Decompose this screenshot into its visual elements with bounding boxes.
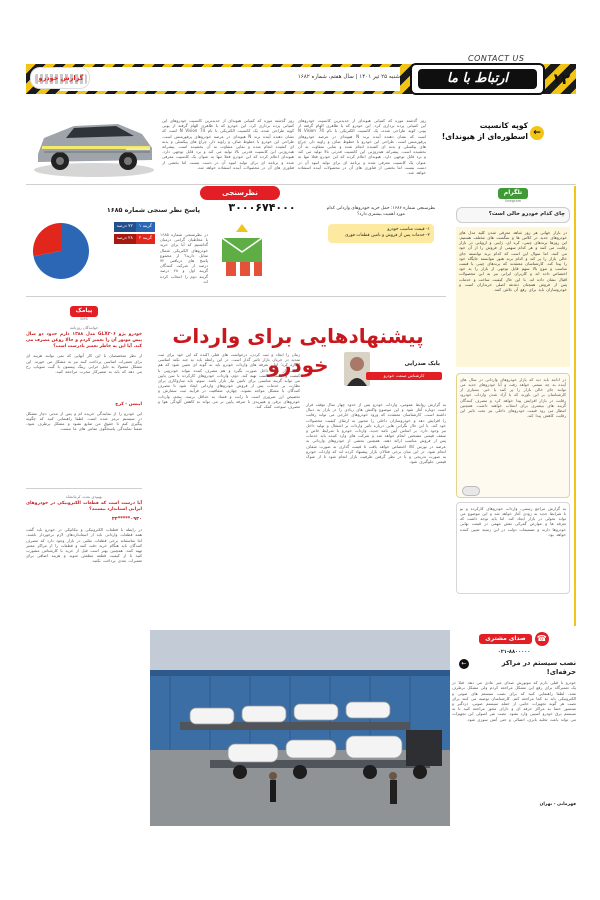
tip-question: چای کدام خودرو خالی است؟ <box>488 210 565 217</box>
tip-label: تلگرام <box>498 188 528 199</box>
poll-option-1: ۱- قیمت مناسب خودرو <box>387 227 430 232</box>
sms-phone: ۰۹۳۰*****۳۴ <box>111 517 142 523</box>
sms-body-2: این خودرو را از نمایندگی خریده ام و پس از مدتی دچار مشکل در سیستم ترمز شده است. لطفا راهنمایی کنید که چگونه پیگیری کنم تا حقوق من ضایع نشود و مشکل برطرف شود. ضمنا نمایندگی پاسخگوی تماس های ما نیست. <box>26 410 142 432</box>
poll-banner-label: نظرسنجی <box>222 189 258 197</box>
header-contact-us: CONTACT US <box>468 54 525 63</box>
header-logo <box>30 67 90 89</box>
poll-result-2-label: گزینه ۲ <box>136 234 155 244</box>
main-body-left: زمان را ایجاد و ثبت کردن، درخواست های قبلی اکنده که این خود برای ثبت تمدید در جریان بازار تاثیر گذار است. در این رابطه باید به چند نکته اساسی اشاره کرد: اول، تعرفه های واردات خودرو باید به گونه ای تعیین شود که هم حمایت از تولید داخل صورت بگیرد و هم مصرف کننده بتواند خودرویی با کیفیت و قیمت مناسب تهیه کند. دوم، واردات خودروهای کارکرده با سن پایین می تواند گزینه مناسبی برای تامین نیاز بازار باشد. سوم، باید سازوکاری برای نظارت بر خدمات پس از فروش خودروهای وارداتی ایجاد شود تا مصرف کنندگان با مشکل مواجه نشوند. چهارم، شفافیت در فرآیند ثبت سفارش و تخصیص ارز ضروری است تا رانت و فساد به حداقل برسد. پنجم، واردات خودروهای برقی و هیبریدی با تعرفه پایین تر می تواند به کاهش آلودگی هوا و مصرف سوخت کمک کند. <box>158 352 300 410</box>
poll-result-2 <box>95 234 155 244</box>
sms-sender-1: خوانندگان روزنامه <box>69 324 99 330</box>
hotline-phone: ۰۲۱-۸۸۰۰۰۰۰ <box>497 649 531 655</box>
sms-head-1: خودرو پژو GLX۲۰۶ مدل ۱۳۸۸ دارم حدود دو سال پیش موتور آن را تعمیر کردم و حالا روغن مصرف می کند. آیا این به خاطر تعمیر نادرست است؟ <box>26 332 143 350</box>
poll-title: پاسخ نظر سنجی شماره ۱۶۸۵ <box>106 206 200 214</box>
hotline-body: خودرو با قبلی دارم که موتورش صدای غیر عادی می دهد. قبلا در یک تعمیرگاه برای رفع این مشکل مراجعه کردم ولی مشکل برطرف نشد. لطفا راهنمایی کنید که برای نصب سیستم های صوتی و الکترونیکی باید به کجا مراجعه کنم. کارشناسان توصیه می کنند برای نصب هر گونه تجهیزات جانبی از جمله سیستم صوتی، دزدگیر و سنسور حتما به مراکز حرفه ای و دارای مجوز مراجعه کنید تا به سیستم برق خودرو آسیبی وارد نشود. نصب غیر اصولی این تجهیزات می تواند باعث تخلیه باتری، اتصالی و حتی آتش سوزی شود. <box>452 680 576 722</box>
tip-body-2: در ادامه باید دید که بازار خودروهای وارداتی در سال های آینده به چه سمتی خواهد رفت و آیا خودروهای جدید می توانند جای خالی بازار را پر کنند یا خیر. بسیاری از کارشناسان بر این باورند که با آزاد شدن واردات خودرو، رقابت در بازار افزایش پیدا خواهد کرد و مصرف کنندگان گزینه های بیشتری برای انتخاب خواهند داشت. همچنین انتظار می رود قیمت خودروهای داخلی نیز تحت تاثیر این رقابت کاهش پیدا کند. <box>456 373 570 498</box>
poll-result-1-label: گزینه ۱ <box>136 222 155 232</box>
sms-head-3: آیا درست است که قطعات الکترونیکی در خودروهای ایرانی استاندارد نیستند؟ <box>26 501 142 513</box>
sms-label: پیامک <box>70 306 99 317</box>
poll-pie-chart <box>30 220 92 282</box>
poll-sms-number: ۳۰۰۰۶۷۴۰۰۰ <box>228 201 296 214</box>
poll-result-1-value: ۷۲ درصد <box>114 222 136 232</box>
poll-option-2: ۲- خدمات پس از فروش و تامین قطعات فوری <box>344 233 430 239</box>
hotline-signoff: فهرمانی - تهران <box>539 802 576 808</box>
sms-divider <box>26 488 142 489</box>
top-story-body-left: روز گذشته موزه که کمپانی هیوندای از جدیدترین کانسپت خودروهای این کمپانی پرده برداری کرد. این خودرو که با ظاهری الهام گرفته از پونی کوپه طراحی شده، یک کانسپت الکتریکی با نام N Vision 74 است که نشان دهنده آینده برند N هیوندای در عرصه خودروهای پرفورمنس است. طراحی این خودرو با خطوط صاف و زاویه دار، چراغ های پیکسلی و بدنه ای کشیده انجام شده و نمایی متفاوت به آن بخشیده است. پیشرانه هیدروژنی این کانسپت قدرتی بالا تولید می کند و برد قابل توجهی دارد. هیوندای اعلام کرده که این خودرو فعلا تنها به عنوان یک کانسپت معرفی شده و برنامه ای برای تولید انبوه آن در دست نیست اما بخشی از فناوری های آن در محصولات آینده استفاده خواهد شد. <box>162 118 295 170</box>
phone-icon: ☎ <box>535 632 549 646</box>
poll-options <box>328 224 434 243</box>
poll-result-1 <box>95 222 155 232</box>
top-story-arrow-icon: ← <box>530 126 544 140</box>
hotline-label: صدای مشتری <box>479 634 531 645</box>
tip-column <box>452 186 576 626</box>
hotline-box <box>452 630 576 830</box>
sms-sender-3: بهبودی بحث، کرمانشاه <box>65 493 103 499</box>
top-story-car-image <box>30 104 158 180</box>
author-name: بابک صدرایی <box>404 361 440 367</box>
header-logo-text: گزارش خودرو <box>38 74 84 82</box>
poll-question-text: نظرسنجی شماره ۱۶۸۶: حمل خرید خودروهای وارداتی کدام مورد اهمیت بیشتری دارد؟ <box>326 206 436 217</box>
hotline-header <box>452 632 576 646</box>
poll-pie-slice-2 <box>33 223 61 256</box>
top-divider <box>26 184 576 185</box>
top-story-body-right: روز گذشته موزه که کمپانی هیوندای از جدیدترین کانسپت خودروهای این کمپانی پرده برداری کرد. این خودرو که با ظاهری الهام گرفته از پونی کوپه طراحی شده، یک کانسپت الکتریکی با نام N Vision 74 است که نشان دهنده آینده برند N هیوندای در عرصه خودروهای پرفورمنس است. طراحی این خودرو با خطوط صاف و زاویه دار، چراغ های پیکسلی و بدنه ای کشیده انجام شده و نمایی متفاوت به آن بخشیده است. پیشرانه هیدروژنی این کانسپت قدرتی بالا تولید می کند و برد قابل توجهی دارد. هیوندای اعلام کرده که این خودرو فعلا تنها به عنوان یک کانسپت معرفی شده و برنامه ای برای تولید انبوه آن در دست نیست اما بخشی از فناوری های آن در محصولات آینده استفاده خواهد شد. <box>298 118 427 176</box>
poll-result-2-value: ۲۸ درصد <box>114 234 136 244</box>
tip-question-box <box>456 207 570 223</box>
poll-divider <box>26 296 446 297</box>
sms-body-3: در رابطه با قطعات الکترونیکی و مکانیکی در خودرو باید گفت همه قطعات وارداتی باید از استانداردهای لازم برخوردار باشند. اما متاسفانه برخی قطعات تقلبی در بازار وجود دارد که مصرف کنندگان باید هنگام خرید دقت کنند و قطعات را از مراکز معتبر تهیه کنند. همچنین بهتر است قبل از خرید با کارشناس مشورت کنید تا از کیفیت قطعه مطمئن شوید و هزینه اضافی برای تعمیرات بعدی پرداخت نکنید. <box>26 527 142 564</box>
main-headline: پیشنهادهایی برای واردات خودرو <box>172 324 424 377</box>
author-title: کارشناس صنعت خودرو <box>366 372 442 380</box>
poll-envelope-icon <box>212 218 272 278</box>
poll-question-box <box>316 204 446 264</box>
sms-sublabel: SMS <box>80 316 88 321</box>
poll-results-legend <box>95 222 155 244</box>
tip-body-1: در بازار جهانی هر روز شاهد معرفی شدن کلیه مدل های خودروهای جدید در کلاس ها و سگمنت های مختلف هستیم. این روزها برندهای چینی، کره ای، ژاپنی و اروپایی در بازار رقابت می کنند و هر کدام سهمی از فروش را از آن خود می کنند. اما سوال این است که کدام برند توانسته جای خالی بازار را پر کند و کدام برند هنوز نتوانسته جایگاه خود را پیدا کند. کارشناسان معتقدند که برندهای چینی با قیمت مناسب و تنوع بالا سهم قابل توجهی از بازار را به خود اختصاص داده اند و کاربران ایرانی نیز به این محصولات اقبال نشان داده اند. با این حال کیفیت ساخت و خدمات پس از فروش همچنان دغدغه اصلی خریداران است و خودروسازان باید برای رفع آن تلاش کنند. <box>456 227 570 367</box>
top-story-headline: کوپه کانسپت اسطوره‌ای از هیوندای! <box>441 121 528 141</box>
sms-body-1: از نظر متخصصان با این کار آنهایی که نمی توانند هزینه ای برای تعمیرات اساسی پرداخت کنند نیز به مشکل می خورند. این مشکل معمولا به دلیل خرابی رینگ پیستون یا گیت سوپاپ رخ می دهد که باید به تعمیرکار مجرب مراجعه کنید. <box>26 353 142 374</box>
main-photo-car-carrier <box>150 630 450 826</box>
header-section-plate <box>410 63 545 95</box>
author-photo <box>344 352 370 386</box>
tip-body-3: به گزارش مراجع رسمی، واردات خودروهای کارکرده و نو با شرایط جدید به زودی آغاز خواهد شد و این موضوع می تواند تحولی در بازار ایجاد کند. اما باید توجه داشت که تعرفه ها و عوارض گمرکی نقش مهمی در قیمت نهایی خودروها دارند و تصمیمات دولت در این زمینه تعیین کننده خواهد بود. <box>456 502 570 594</box>
tip-badge-icon <box>462 486 480 496</box>
sms-column <box>26 306 142 826</box>
header-page-number: ۱۲ <box>551 70 571 88</box>
author-block <box>336 352 446 402</box>
main-body-right: به گزارش روابط عمومی، واردات خودرو پس از حدود چهار سال توقف قرار است دوباره آغاز شود و این موضوع واکنش های زیادی را در بازار به دنبال داشته است. کارشناسان معتقدند که ورود خودروهای خارجی می تواند رقابت را افزایش دهد و خودروسازان داخلی را مجبور به ارتقای کیفیت محصولات خود کند. با این حال نگرانی هایی درباره تاثیر واردات بر اشتغال و تولید داخل نیز وجود دارد. بر اساس آیین نامه جدید، واردات خودرو با شرایط خاص و سقف قیمتی مشخص انجام خواهد شد و شرکت های وارد کننده باید خدمات پس از فروش مناسب ارائه دهند. همچنین بخشی از خودروهای وارداتی به عرضه در بورس کالا اختصاص خواهد یافت تا قیمت گذاری به صورت شفاف انجام شود. در این میان برخی فعالان بازار پیشنهاد کرده اند که واردات خودرو به صورت تدریجی و با در نظر گرفتن ظرفیت بازار انجام شود تا از شوک قیمتی جلوگیری شود. <box>306 402 446 465</box>
header-section-title: ارتباط با ما <box>418 69 537 89</box>
hotline-arrow-icon: ← <box>459 659 469 669</box>
header-issue-line: شنبه ۲۵ تیر ۱۴۰۱ | سال هفتم، شماره ۱۶۸۲ <box>297 74 400 80</box>
tip-sublabel: Telegram <box>504 198 522 203</box>
poll-body: در نظرسنجی شماره ۱۶۸۵ با مخاطبان گرامی درمیان گذاشتیم که آیا برای خرید خودروهای الکتریکی شمال تمایل دارید؟ از مجموع پاسخ های دریافتی ۷۲ درصد از شرکت کنندگان گزینه اول و ۲۸ درصد گزینه دوم را انتخاب کرده اند. <box>160 232 208 284</box>
hotline-question <box>452 659 576 677</box>
poll-banner <box>200 186 280 200</box>
hotline-question-text: نصب سیستم در مراکز حرفه‌ای! <box>501 659 576 677</box>
sms-sender-2: اپنشن - کرج <box>115 402 142 408</box>
